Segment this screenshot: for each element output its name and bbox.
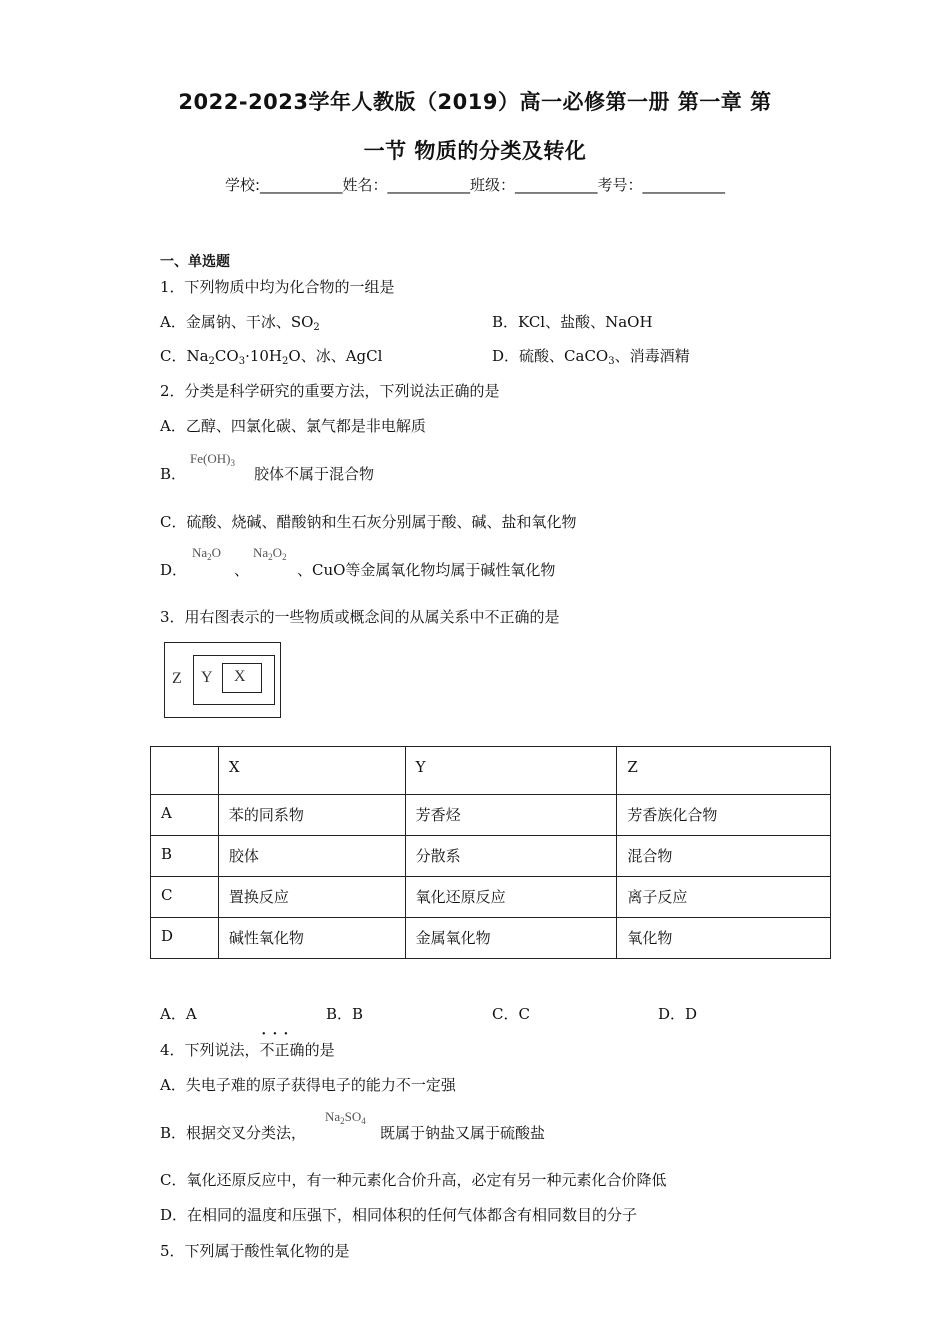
table-cell: 离子反应 <box>617 877 831 918</box>
table-header-row <box>151 747 831 795</box>
diagram-label-z: Z <box>172 670 182 687</box>
q4-option-d: D．在相同的温度和压强下，相同体积的任何气体都含有相同数目的分子 <box>160 1206 638 1224</box>
q1-stem: 1．下列物质中均为化合物的一组是 <box>160 278 395 296</box>
table-row <box>151 836 831 877</box>
q3-table <box>150 746 831 959</box>
q2-option-b-formula: $Fe(OH)_3$ <box>190 451 235 468</box>
table-cell: 芳香烃 <box>405 795 617 836</box>
q4-option-a: A．失电子难的原子获得电子的能力不一定强 <box>160 1076 456 1094</box>
q1-option-c: C．$Na_2CO_3\cdot 10H_2O$、冰、AgCl <box>160 347 383 367</box>
table-header-cell: Y <box>405 747 617 795</box>
table-row <box>151 795 831 836</box>
q4-option-b-text: 既属于钠盐又属于硫酸盐 <box>380 1124 546 1142</box>
q2-option-c: C．硫酸、烧碱、醋酸钠和生石灰分别属于酸、碱、盐和氧化物 <box>160 513 577 531</box>
q4-option-b-formula: $Na_2SO_4$ <box>325 1109 366 1126</box>
table-header-cell: Z <box>617 747 831 795</box>
table-cell: D <box>151 918 219 959</box>
q1-option-b: B．KCl、盐酸、NaOH <box>492 313 653 331</box>
q4-stem: 4．下列说法，· · · 不正确的是 <box>160 1039 335 1060</box>
page-title-line-1: 2022-2023学年人教版（2019）高一必修第一册 第一章 第 <box>178 90 772 114</box>
q4-option-c: C．氧化还原反应中，有一种元素化合价升高，必定有另一种元素化合价降低 <box>160 1171 667 1189</box>
table-row <box>151 918 831 959</box>
table-cell: 置换反应 <box>218 877 405 918</box>
student-info-line: 学校:___________姓名：___________班级：___________考号：___________ <box>224 176 726 194</box>
q1-option-d: D．硫酸、CaCO$_3$、消毒酒精 <box>492 347 690 367</box>
table-cell: 分散系 <box>405 836 617 877</box>
q2-option-d-formula-2: $Na_2O_2$ <box>253 545 287 562</box>
q2-option-b-label: B． <box>160 465 187 483</box>
table-row <box>151 877 831 918</box>
table-header-cell: X <box>218 747 405 795</box>
page-title-line-2: 一节 物质的分类及转化 <box>363 139 587 163</box>
q4-emphasized-text: · · · 不正确 <box>260 1039 305 1060</box>
table-cell: 芳香族化合物 <box>617 795 831 836</box>
table-cell: 碱性氧化物 <box>218 918 405 959</box>
table-cell: 氧化还原反应 <box>405 877 617 918</box>
table-header-cell <box>151 747 219 795</box>
q2-option-d-separator: 、 <box>234 561 250 579</box>
section-heading: 一、单选题 <box>160 254 230 270</box>
table-cell: 金属氧化物 <box>405 918 617 959</box>
q3-option-d: D．D <box>658 1005 698 1023</box>
q2-option-d-label: D． <box>160 561 188 579</box>
table-cell: 氧化物 <box>617 918 831 959</box>
q1-option-a: A．金属钠、干冰、$SO_2$ <box>160 313 320 333</box>
q3-stem: 3．用右图表示的一些物质或概念间的从属关系中不正确的是 <box>160 608 560 626</box>
q2-option-d-formula-1: $Na_2O$ <box>192 545 222 562</box>
table-cell: B <box>151 836 219 877</box>
table-cell: C <box>151 877 219 918</box>
table-cell: 苯的同系物 <box>218 795 405 836</box>
diagram-label-x: X <box>234 668 246 685</box>
table-cell: A <box>151 795 219 836</box>
q2-stem: 2．分类是科学研究的重要方法，下列说法正确的是 <box>160 382 500 400</box>
q2-option-d-text: 、CuO等金属氧化物均属于碱性氧化物 <box>297 561 556 579</box>
q3-option-a: A．A <box>160 1005 197 1023</box>
table-cell: 胶体 <box>218 836 405 877</box>
q3-option-c: C．C <box>492 1005 530 1023</box>
q3-option-b: B．B <box>326 1005 364 1023</box>
q2-option-a: A．乙醇、四氯化碳、氯气都是非电解质 <box>160 417 426 435</box>
q2-option-b-text: 胶体不属于混合物 <box>254 465 375 483</box>
diagram-label-y: Y <box>201 669 213 686</box>
q4-option-b-label: B．根据交叉分类法， <box>160 1124 307 1142</box>
q5-stem: 5．下列属于酸性氧化物的是 <box>160 1242 350 1260</box>
table-cell: 混合物 <box>617 836 831 877</box>
